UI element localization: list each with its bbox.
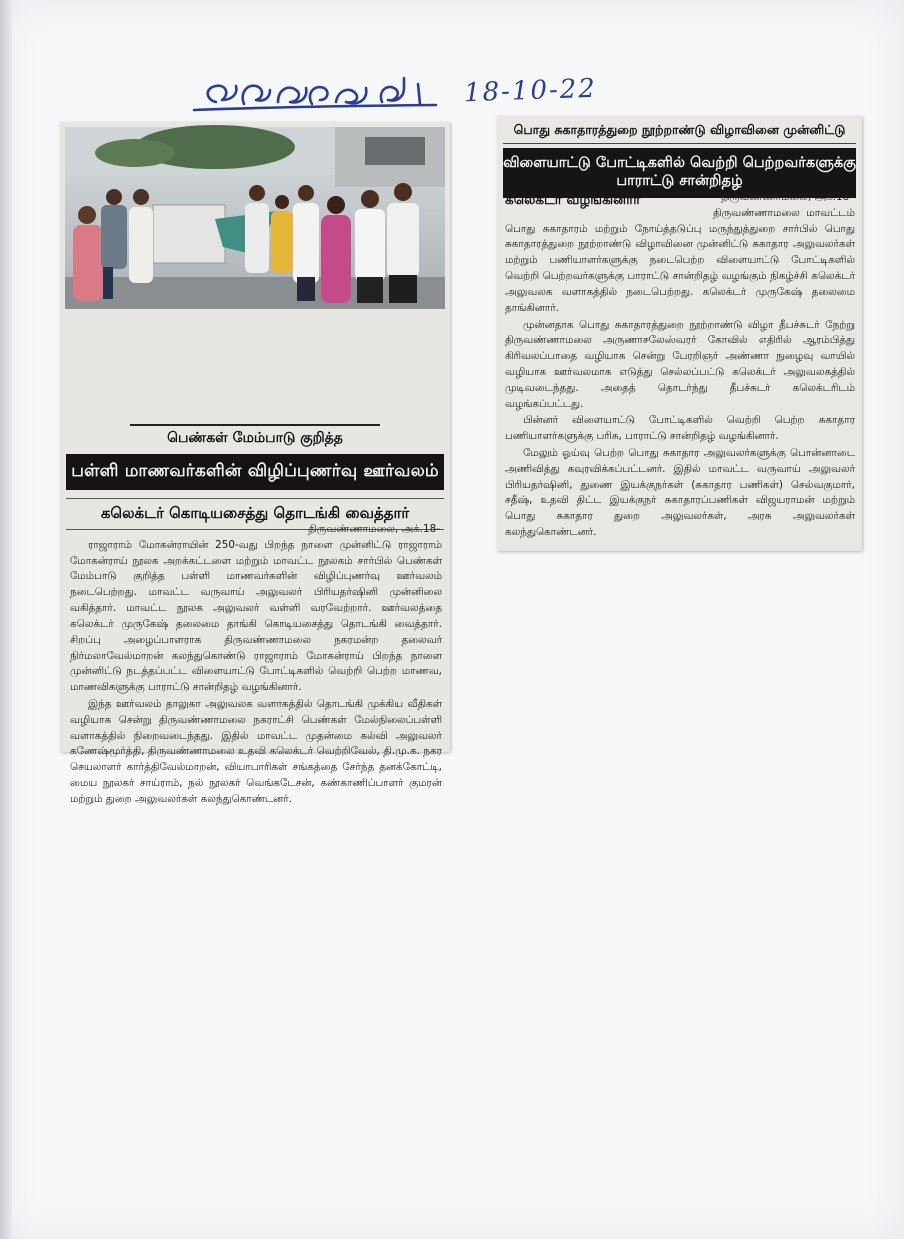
newspaper-clipping-health-dept [497,116,862,551]
left-article-dateline: திருவண்ணாமலை, அக்.18- [308,523,440,535]
right-article-paragraph: முன்னதாக பொது சுகாதாரத்துறை நூற்றாண்டு விழா தீபச்சுடர் நேற்று திருவண்ணாமலை அருணாசலேஸ்வரர் கோவில் எதிரில் ஆரம்பித்து கிரிவலப்பாதை வழியாக சென்று பேரறிஞர் அண்ணா நுழைவு வாயில் வழியாக ஊர்வலமாக எடுத்து செல்லப்பட்டு கலெக்டர் அலுவலகத்தில் முடிவடைந்தது. அதைத் தொடர்ந்து தீபச்சுடர் கலெக்டரிடம் வழங்கப்பட்டது. [505,318,855,410]
left-article-headline: பள்ளி மாணவர்களின் விழிப்புணர்வு ஊர்வலம் [66,454,444,490]
left-article-subheadline: கலெக்டர் கொடியசைத்து தொடங்கி வைத்தார் [66,498,444,530]
right-article-subheadline: கலெக்டர் வழங்கினார் [505,192,641,208]
right-article-subheadline-box [505,190,695,216]
right-article-paragraph: மேலும் ஓய்வு பெற்ற பொது சுகாதார அலுவலர்களுக்கு பொன்னாடை அணிவித்து கவுரவிக்கப்பட்டனர். இதில் மாவட்ட வருவாய் அலுவலர் பிரியதர்ஷினி, துணை இயக்குநர்கள் (சுகாதார பணிகள்) செல்வகுமார், சதீஷ், உதவி திட்ட இயக்குநர் சுகாதாரப்பணிகள் விஜயராமன் மற்றும் பொது சுகாதார துறை அலுவலர்கள், அரசு அலுவலர்கள் கலந்துகொண்டனர். [505,447,855,539]
rally-photo [65,127,445,309]
left-article-body [70,522,442,809]
handwritten-masthead-logo [186,72,446,118]
rally-photo-image [65,127,445,309]
handwritten-date: 18-10-22 [463,73,598,109]
right-article-body [505,190,855,542]
left-article-paragraph: இந்த ஊர்வலம் தாலுகா அலுவலக வளாகத்தில் தொடங்கி முக்கிய வீதிகள் வழியாக சென்று திருவண்ணாமலை நகராட்சி பெண்கள் மேல்நிலைப்பள்ளி வளாகத்தில் நிறைவடைந்தது. இதில் மாவட்ட முதன்மை கல்வி அலுவலர் கணேஷ்மூர்த்தி, திருவண்ணாமலை உதவி கலெக்டர் வெற்றிவேல், தி.மு.க. நகர செயலாளர் கார்த்திவேல்மாறன், வியாபாரிகள் சங்கத்தை சேர்ந்த தனக்கோட்டி, மைய நூலகர் சாய்ராம், நல் நூலகர் வெங்கடேசன், கண்காணிப்பாளர் குமரன் மற்றும் துறை அலுவலர்கள் கலந்துகொண்டனர். [70,697,442,805]
right-article-paragraph: திருவண்ணாமலை மாவட்டம் பொது சுகாதாரம் மற்றும் நோய்த்தடுப்பு மருந்துத்துறை சார்பில் பொது சுகாதாரத்துறை நூற்றாண்டு விழாவினை முன்னிட்டு சுகாதார அலுவலர்கள் மற்றும் பணியாளர்களுக்கு நடைபெற்ற விளையாட்டு போட்டிகளில் வெற்றி பெற்றவர்களுக்கு பாராட்டு சான்றிதழ் வழங்கும் நிகழ்ச்சி கலெக்டர் அலுவலக வளாகத்தில் நடைபெற்றது. கலெக்டர் முருகேஷ் தலைமை தாங்கினார். [505,206,855,314]
newspaper-clipping-rally [60,122,450,805]
right-article-paragraph: பின்னர் விளையாட்டு போட்டிகளில் வெற்றி பெற்ற சுகாதார பணியாளர்களுக்கு பரிசு, பாராட்டு சான்றிதழ் வழங்கினார். [505,414,855,443]
right-article-headline: விளையாட்டு போட்டிகளில் வெற்றி பெற்றவர்களுக்கு பாராட்டு சான்றிதழ் [503,148,856,198]
left-article-heading [66,424,444,530]
page-edge [0,0,12,1239]
right-article-dateline: திருவண்ணாமலை, அக்.18- [721,191,853,203]
left-article-kicker: பெண்கள் மேம்பாடு குறித்த [130,424,380,448]
right-article-kicker: பொது சுகாதாரத்துறை நூற்றாண்டு விழாவினை முன்னிட்டு [503,122,856,144]
handwritten-annotation [186,70,626,120]
left-article-paragraph: ராஜாராம் மோகன்ராயின் 250-வது பிறந்த நாளை முன்னிட்டு ராஜாராம் மோகன்ராய் நூலக அறக்கட்டளை மற்றும் மாவட்ட நூலகம் சார்பில் பெண்கள் மேம்பாடு குறித்த பள்ளி மாணவர்களின் விழிப்புணர்வு ஊர்வலம் நடைபெற்றது. மாவட்ட வருவாய் அலுவலர் பிரியதர்ஷினி முன்னிலை வகித்தார். மாவட்ட நூலக அலுவலர் வள்ளி வரவேற்றார். ஊர்வலத்தை கலெக்டர் முருகேஷ் தலைமை தாங்கி கொடியசைத்து தொடங்கி வைத்தார். சிறப்பு அழைப்பாளராக திருவண்ணாமலை நகரமன்ற தலைவர் நிர்மலாவேல்மாறன் கலந்துகொண்டு ராஜாராம் மோகன்ராய் பிறந்த நாளை முன்னிட்டு நடத்தப்பட்ட விளையாட்டு போட்டிகளில் வெற்றி பெற்ற மாணவ, மாணவிகளுக்கு பாராட்டு சான்றிதழ் வழங்கினார். [70,538,442,694]
